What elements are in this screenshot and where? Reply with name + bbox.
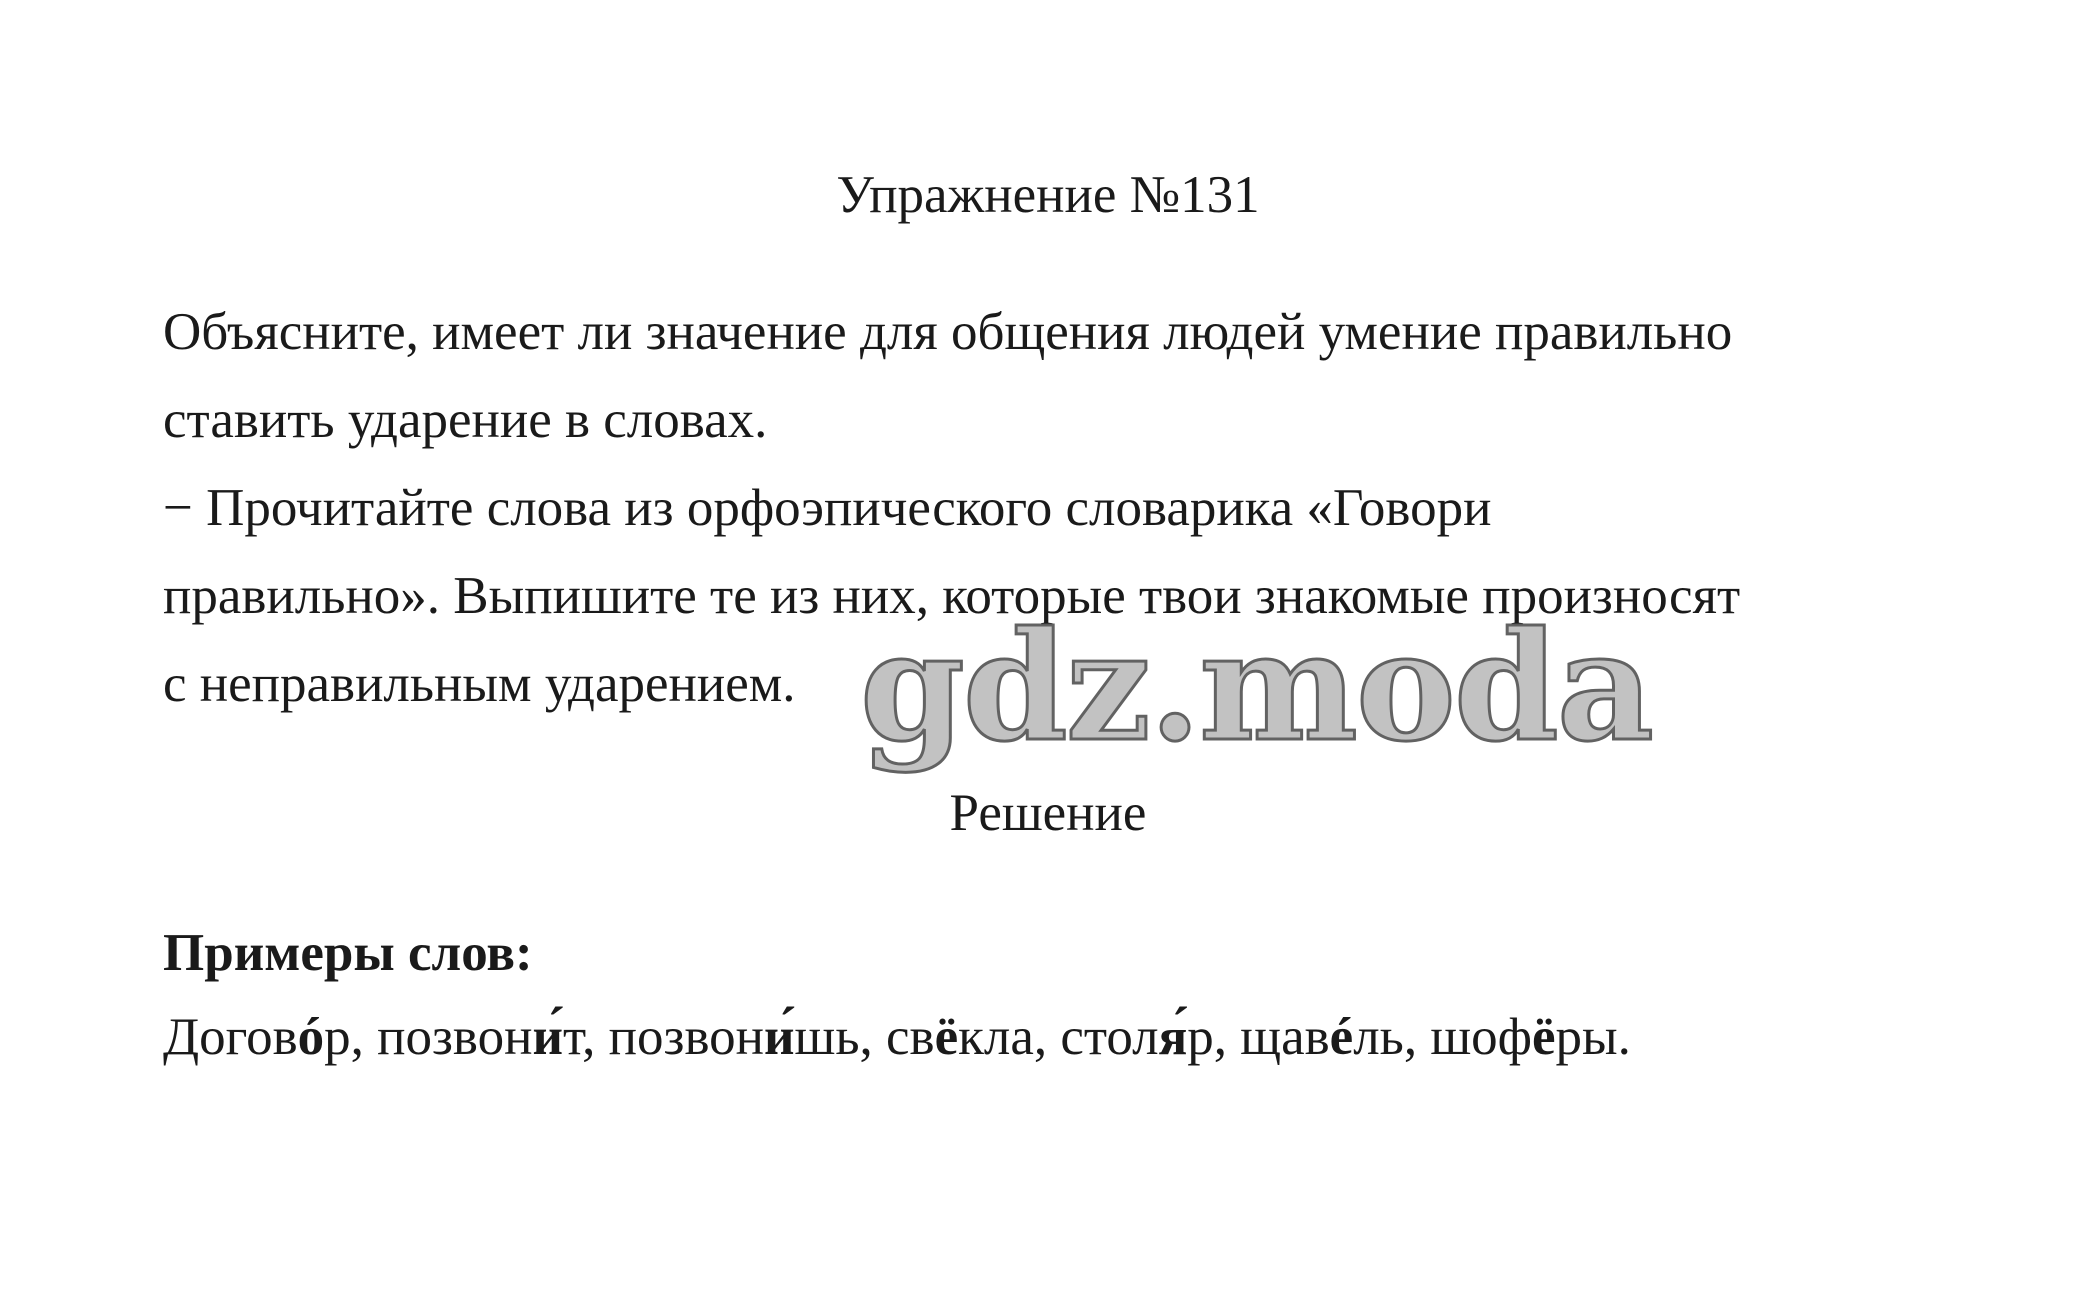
example-word: позвони́т, [377, 1008, 609, 1066]
example-word: столя́р, [1060, 1008, 1241, 1066]
stressed-vowel: и́ [764, 1008, 795, 1066]
stressed-vowel: ё [1531, 1008, 1556, 1066]
stressed-vowel: é [1329, 1008, 1354, 1066]
exercise-title: Упражнение №131 [836, 166, 1260, 224]
example-word: шофёры. [1430, 1008, 1631, 1066]
task-line: правильно». Выпишите те из них, которые твои знакомые произносят [163, 567, 1741, 625]
task-line: − Прочитайте слова из орфоэпического словарика «Говори [163, 479, 1492, 537]
example-word: свёкла, [886, 1008, 1061, 1066]
stressed-vowel: ё [934, 1008, 959, 1066]
example-word: позвони́шь, [608, 1008, 887, 1066]
task-line: ставить ударение в словах. [163, 391, 768, 449]
task-line: Объясните, имеет ли значение для общения людей умение правильно [163, 303, 1733, 361]
stressed-vowel: ó [297, 1008, 325, 1066]
watermark-logo: gdz.moda [860, 599, 1653, 775]
stressed-vowel: и́ [532, 1008, 563, 1066]
examples-title: Примеры слов: [163, 924, 533, 982]
example-word: щавéль, [1240, 1008, 1431, 1066]
example-word: Договóр, [163, 1008, 378, 1066]
examples-list [163, 1002, 1631, 1072]
stressed-vowel: я́ [1158, 1008, 1188, 1066]
solution-heading: Решение [949, 784, 1147, 842]
task-line: с неправильным ударением. [163, 655, 796, 713]
